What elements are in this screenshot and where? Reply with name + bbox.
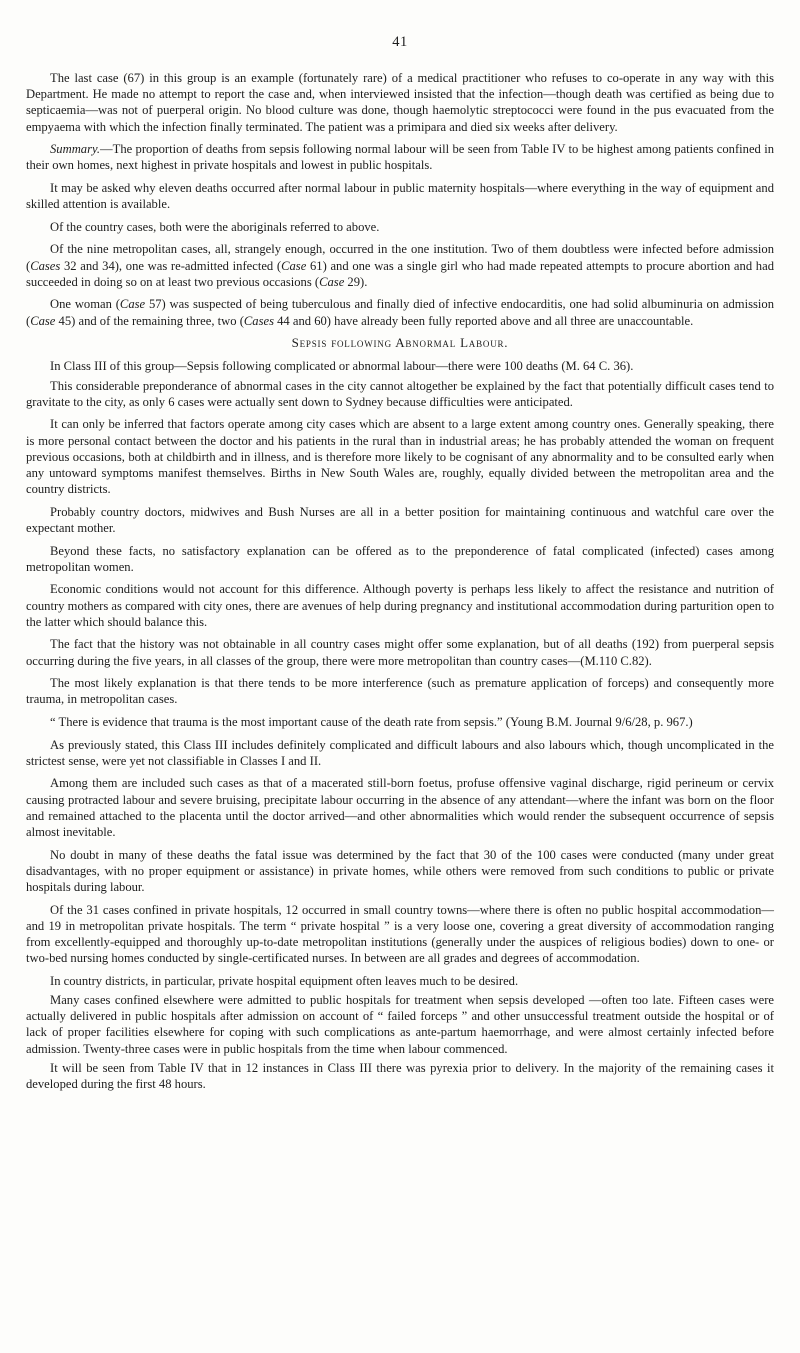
paragraph-likely-explanation: The most likely explanation is that there tends to be more interference (such as premature application of forceps) and consequently more trauma, in metropolitan cases. <box>26 676 774 707</box>
body-text <box>26 70 774 1099</box>
paragraph-country-cases: Of the country cases, both were the aboriginals referred to above. <box>50 219 380 234</box>
paragraph-factors: It can only be inferred that factors operate among city cases which are absent to a large extent among country ones. Generally speaking, there is more personal contact between the doctor and his patients in the rural than in industrial areas; he has probably attended the woman on frequent previous occasions, both at childbirth and in illness, and is therefore more likely to be cognisant of any abnormality and to be consulted early when any untoward symptoms manifest themselves. Births in New South Wales are, roughly, equally divided between the metropolitan area and the country districts. <box>26 417 774 497</box>
paragraph-beyond-facts: Beyond these facts, no satisfactory explanation can be offered as to the preponderence of fatal complicated (infected) cases among metropolitan women. <box>26 543 774 574</box>
text-run-italic: Case <box>30 313 56 328</box>
text-run-italic: Cases <box>243 313 274 328</box>
paragraph-class-iii-includes: As previously stated, this Class III includes definitely complicated and difficult labours and also labours which, though uncomplicated in the strictest sense, were yet not classifiable in Classes I and II. <box>26 737 774 768</box>
paragraph-table-iv: It will be seen from Table IV that in 12 instances in Class III there was pyrexia prior to delivery. In the majority of the remaining cases it developed during the first 48 hours. <box>26 1060 774 1091</box>
text-run: 44 and 60) have already been fully reported above and all three are unaccountable. <box>273 313 694 328</box>
paragraph-quote: “ There is evidence that trauma is the most important cause of the death rate from sepsis.” (Young B.M. Journal 9/6/28, p. 967.) <box>50 714 693 729</box>
page-number: 41 <box>392 34 408 50</box>
text-run: 32 and 34), one was re-admitted infected ( <box>60 258 282 273</box>
text-run: 45) and of the remaining three, two ( <box>55 313 244 328</box>
paragraph-country-districts: In country districts, in particular, private hospital equipment often leaves much to be desired. <box>50 973 519 988</box>
paragraph-no-doubt: No doubt in many of these deaths the fatal issue was determined by the fact that 30 of the 100 cases were conducted (many under great disadvantages, with no proper equipment or assistance) in private homes, while others were removed from such conditions to public or private hospitals during labour. <box>26 847 774 894</box>
text-run-italic: Cases <box>30 258 61 273</box>
paragraph-eleven-deaths: It may be asked why eleven deaths occurred after normal labour in public maternity hospitals—where everything in the way of equipment and skilled attention is available. <box>26 181 774 212</box>
text-run: 61) and one was a single girl who had made repeated attempts to procure abortion and had succeeded in doing so on at least two previous occasions ( <box>26 258 774 289</box>
paragraph-history: The fact that the history was not obtainable in all country cases might offer some explanation, but of all deaths (192) from puerperal sepsis occurring during the five years, in all classes of the group, there were more metropolitan than country cases—(M.110 C.82). <box>26 637 774 668</box>
paragraph-case-67: The last case (67) in this group is an example (fortunately rare) of a medical practitioner who refuses to co-operate in any way with this Department. He made no attempt to report the case and, when interviewed insisted that the infection—though death was certified as being due to septicaemia—was not of puerperal origin. No blood culture was done, though haemolytic streptococci were found in the pus evacuated from the empyaema with which the infection finally terminated. The patient was a primipara and died six weeks after delivery. <box>26 71 774 134</box>
text-run: 29). <box>344 274 368 289</box>
paragraph-preponderance: This considerable preponderance of abnormal cases in the city cannot altogether be explained by the fact that potentially difficult cases tend to gravitate to the city, as only 6 cases were actually sent down to Sydney because difficulties were anticipated. <box>26 378 774 409</box>
paragraph-economic: Economic conditions would not account for this difference. Although poverty is perhaps less likely to affect the resistance and nutrition of country mothers as compared with city ones, there are avenues of help during pregnancy and institutional accommodation during parturition open to the latter which should balance this. <box>26 582 774 629</box>
paragraph-case-57 <box>26 296 774 328</box>
paragraph-among-them: Among them are included such cases as that of a macerated still-born foetus, profuse offensive vaginal discharge, rigid perineum or cervix causing protracted labour and severe bruising, precipitate labour occurring in the absence of any attendant—where the infant was born on the floor and remained attached to the placenta until the doctor arrived—and other abnormalities which would render the subsequent occurrence of sepsis almost inevitable. <box>26 776 774 839</box>
text-run-italic: Case <box>119 297 146 312</box>
summary-lead: Summary. <box>50 142 101 157</box>
text-run: One woman ( <box>50 297 120 312</box>
text-run: Of the nine metropolitan cases, all, strangely enough, occurred in the one institution. Two of them doubtless were infected before admission ( <box>26 242 774 273</box>
paragraph-many-cases: Many cases confined elsewhere were admitted to public hospitals for treatment when sepsis developed —often too late. Fifteen cases were actually delivered in public hospitals after admission on account of “ failed forceps ” and other unsuccessful treatment outside the hospital or of lack of proper facilities elsewhere for coping with such complications as ante-partum haemorrhage, and were almost certainly infected before admission. Twenty-three cases were in public hospitals from the time when labour commenced. <box>26 992 774 1056</box>
text-run: 57) was suspected of being tuberculous and finally died of infective endocarditis, one had solid albuminuria on admission ( <box>26 297 774 328</box>
text-run-italic: Case <box>319 274 345 289</box>
text-run-italic: Case <box>281 258 307 273</box>
paragraph-class-iii: In Class III of this group—Sepsis following complicated or abnormal labour—there were 100 deaths (M. 64 C. 36). <box>50 359 634 374</box>
paragraph-metropolitan-cases <box>26 241 774 290</box>
paragraph-private-hospitals: Of the 31 cases confined in private hospitals, 12 occurred in small country towns—where there is often no public hospital accommodation—and 19 in metropolitan private hospitals. The term “ private hospital ” is a very loose one, covering a great diversity of accommodation ranging from excellently-equipped and thoroughly up-to-date metropolitan institutions (generally under the auspices of religious bodies) down to one- or two-bed nursing homes conducted by single-certificated nurses. In between are all grades and degrees of accommodation. <box>26 902 774 966</box>
summary-text: —The proportion of deaths from sepsis following normal labour will be seen from Table IV to be highest among patients confined in their own homes, next highest in private hospitals and lowest in public hospitals. <box>26 142 774 173</box>
paragraph-summary <box>26 141 774 173</box>
section-heading: Sepsis following Abnormal Labour. <box>291 335 509 351</box>
paragraph-country-doctors: Probably country doctors, midwives and Bush Nurses are all in a better position for maintaining continuous and watchful care over the expectant mother. <box>26 504 774 535</box>
